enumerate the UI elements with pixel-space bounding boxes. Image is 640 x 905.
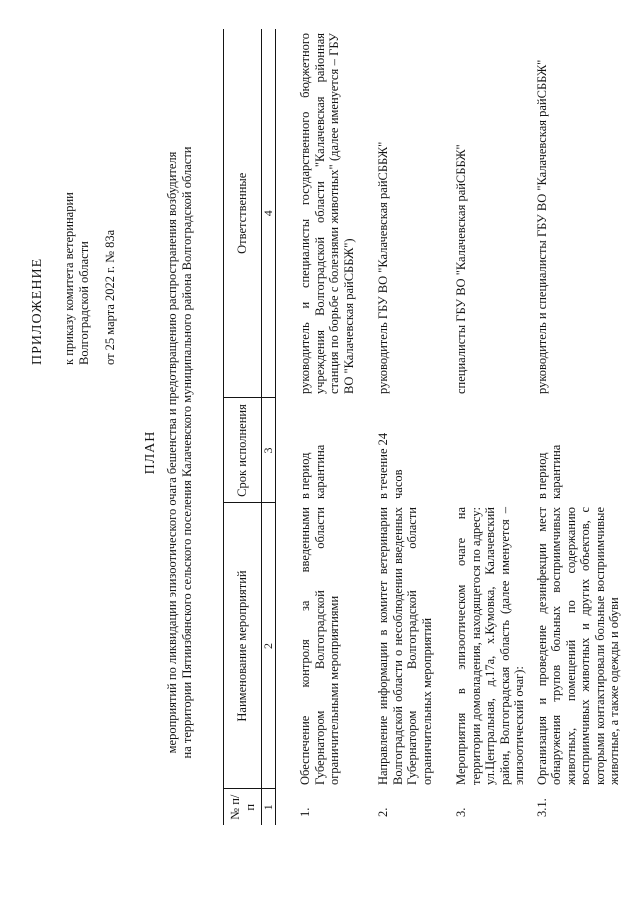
column-number: 3 [262,398,276,503]
plan-title: ПЛАН [143,430,158,475]
table-column-numbers-row [262,29,276,825]
table-row [356,29,434,825]
header-num: № п/п [224,789,262,825]
row-activity: Мероприятия в эпизоотическом очаге на территории домовладения, находящегося по адресу: ул.Центральная, д.17а, х.Кумовка, Калачевский район, Волгоградская область (далее именуется – эпизоотический очаг): [454,507,526,785]
column-number: 2 [262,503,276,789]
row-number: 3. [454,807,468,817]
order-reference-line2: Волгоградской области [77,241,91,365]
order-date: от 25 марта 2022 г. № 83а [103,229,117,365]
table-row [276,29,357,825]
header-term: Срок исполнения [224,398,262,503]
plan-subtitle-line2: на территории Пятиизбянского сельского поселения Калачевского муниципального района Волгоградской области [180,146,194,759]
row-term [434,398,527,503]
order-reference-line1: к приказу комитета ветеринарии [62,192,76,365]
header-name: Наименование мероприятий [224,503,262,789]
table-header-row [224,29,262,825]
row-responsible: специалисты ГБУ ВО "Калачевская райСББЖ" [454,144,468,394]
row-number: 2. [376,807,390,817]
plan-subtitle-line1: мероприятий по ликвидации эпизоотического очага бешенства и предотвращению распространения возбудителя [165,151,179,754]
row-responsible: руководитель и специалисты ГБУ ВО "Калачевская райСББЖ" [534,59,549,394]
row-term: в период карантина [534,444,563,499]
row-number: 1. [298,807,312,817]
row-responsible: руководитель ГБУ ВО "Калачевская райСББЖ" [376,141,390,394]
appendix-title: ПРИЛОЖЕНИЕ [30,257,45,365]
table-row [527,29,622,825]
row-activity: Направление информации в комитет ветеринарии Волгоградской области о несоблюдении введенных Губернатором Волгоградской области ограничительных мероприятий [376,507,434,785]
row-term: в период карантина [298,444,327,499]
row-term: в течение 24 часов [376,432,405,499]
row-number: 3.1. [534,798,549,817]
row-activity: Обеспечение контроля за введенными Губернатором Волгоградской области ограничительными мероприятиями [298,507,341,785]
plan-table [223,29,622,825]
row-responsible: руководитель и специалисты государственного бюджетного учреждения Волгоградской области "Калачевская районная станция по борьбе с болезнями животных" (далее именуется – ГБУ ВО "Калачевская райСББЖ") [298,33,356,394]
column-number: 4 [262,29,276,398]
header-responsible: Ответственные [224,29,262,398]
table-row [434,29,527,825]
row-activity: Организация и проведение дезинфекции мест обнаружения трупов больных восприимчивых животных, помещений по содержанию восприимчивых животных и других объектов, с которыми контактировали больные восприимчивые животные, а также одежды и обуви [534,507,621,785]
column-number: 1 [262,789,276,825]
